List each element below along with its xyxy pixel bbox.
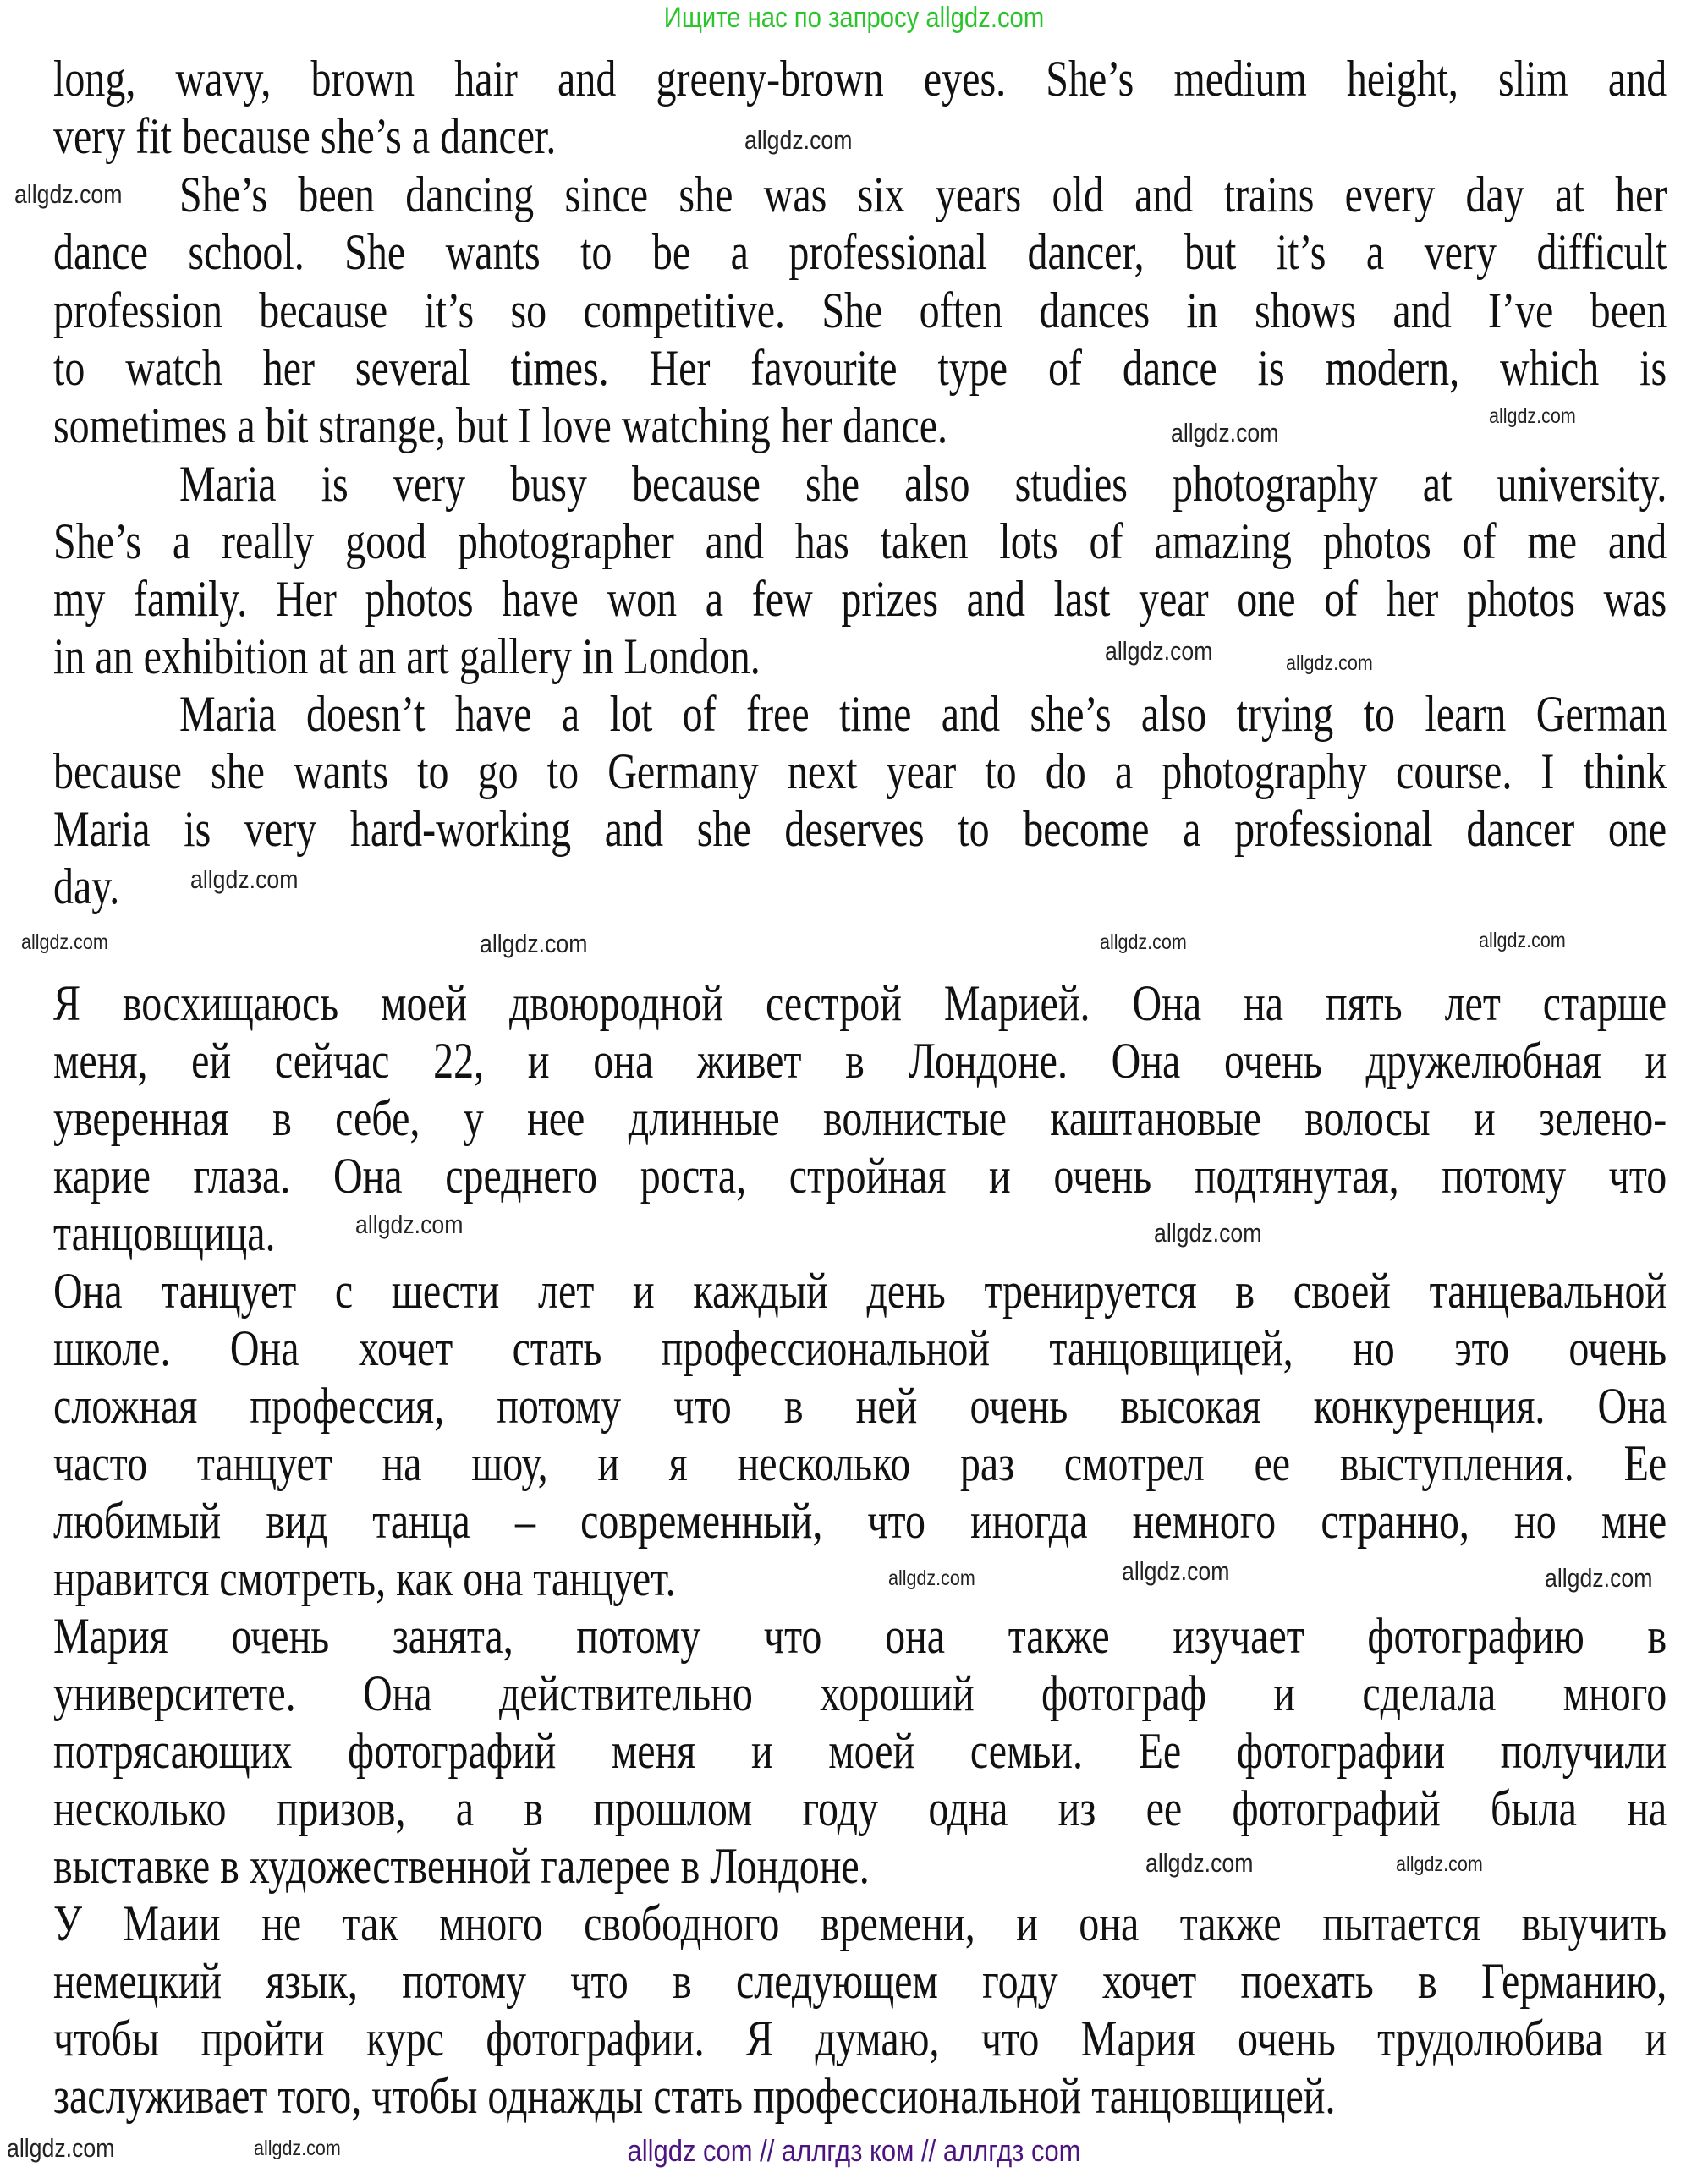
watermark: allgdz.com: [480, 929, 588, 958]
watermark: allgdz.com: [355, 1210, 464, 1239]
text-line: уверенная в себе, у нее длинные волнистые каштановые волосы и зелено-: [53, 1090, 1667, 1146]
watermark: allgdz.com: [1122, 1556, 1230, 1586]
watermark: allgdz.com: [1479, 929, 1566, 952]
text-line: выставке в художественной галерее в Лондоне.: [53, 1838, 870, 1894]
text-line: in an exhibition at an art gallery in London.: [53, 628, 761, 684]
watermark: allgdz.com: [1545, 1563, 1653, 1593]
text-line: У Маии не так много свободного времени, и она также пытается выучить: [53, 1895, 1667, 1951]
text-line: нравится смотреть, как она танцует.: [53, 1550, 676, 1606]
watermark: allgdz.com: [1286, 651, 1373, 675]
watermark: allgdz.com: [1145, 1848, 1254, 1878]
text-line: немецкий язык, потому что в следующем году хочет поехать в Германию,: [53, 1953, 1667, 2009]
text-line: Maria doesn’t have a lot of free time and she’s also trying to learn German: [179, 686, 1667, 742]
text-line: She’s been dancing since she was six years old and trains every day at her: [179, 167, 1667, 222]
text-line: часто танцует на шоу, и я несколько раз смотрел ее выступления. Ее: [53, 1435, 1667, 1491]
watermark: allgdz.com: [1154, 1218, 1262, 1248]
text-line: my family. Her photos have won a few prizes and last year one of her photos was: [53, 571, 1667, 627]
watermark: allgdz.com: [21, 930, 108, 954]
text-line: потрясающих фотографий меня и моей семьи. Ее фотографии получили: [53, 1723, 1667, 1779]
text-line: dance school. She wants to be a professional dancer, but it’s a very difficult: [53, 224, 1667, 280]
text-line: школе. Она хочет стать профессиональной танцовщицей, но это очень: [53, 1320, 1667, 1376]
text-line: Мария очень занята, потому что она также изучает фотографию в: [53, 1608, 1667, 1664]
text-line: She’s a really good photographer and has taken lots of amazing photos of me and: [53, 513, 1667, 569]
watermark: allgdz.com: [1105, 636, 1213, 666]
text-line: long, wavy, brown hair and greeny-brown eyes. She’s medium height, slim and: [53, 51, 1667, 107]
text-line: танцовщица.: [53, 1205, 276, 1261]
search-hint-header: Ищите нас по запросу allgdz.com: [663, 2, 1045, 34]
text-line: сложная профессия, потому что в ней очень высокая конкуренция. Она: [53, 1378, 1667, 1434]
text-line: заслуживает того, чтобы однажды стать профессиональной танцовщицей.: [53, 2068, 1336, 2124]
watermark: allgdz.com: [1489, 404, 1576, 428]
text-line: карие глаза. Она среднего роста, стройная и очень подтянутая, потому что: [53, 1148, 1667, 1204]
watermark: allgdz.com: [254, 2137, 341, 2160]
text-line: чтобы пройти курс фотографии. Я думаю, что Мария очень трудолюбива и: [53, 2011, 1667, 2066]
watermark: allgdz.com: [1100, 930, 1187, 954]
watermark: allgdz.com: [888, 1566, 975, 1590]
footer-links: allgdz com // аллгдз ком // аллгдз com: [627, 2133, 1081, 2168]
watermark: allgdz.com: [1396, 1852, 1483, 1876]
text-line: университете. Она действительно хороший фотограф и сделала много: [53, 1665, 1667, 1721]
text-line: Maria is very busy because she also studies photography at university.: [179, 456, 1667, 512]
text-line: profession because it’s so competitive. She often dances in shows and I’ve been: [53, 283, 1667, 338]
text-line: day.: [53, 859, 120, 914]
text-line: Maria is very hard-working and she deserves to become a professional dancer one: [53, 801, 1667, 857]
text-line: because she wants to go to Germany next year to do a photography course. I think: [53, 743, 1667, 799]
text-line: to watch her several times. Her favourite type of dance is modern, which is: [53, 340, 1667, 396]
text-line: sometimes a bit strange, but I love watching her dance.: [53, 398, 948, 453]
text-line: любимый вид танца – современный, что иногда немного странно, но мне: [53, 1493, 1667, 1549]
watermark: allgdz.com: [1171, 418, 1279, 447]
watermark: allgdz.com: [190, 864, 299, 894]
text-line: меня, ей сейчас 22, и она живет в Лондоне. Она очень дружелюбная и: [53, 1033, 1667, 1089]
text-line: Она танцует с шести лет и каждый день тренируется в своей танцевальной: [53, 1263, 1667, 1319]
text-line: very fit because she’s a dancer.: [53, 108, 557, 164]
watermark: allgdz.com: [7, 2133, 115, 2163]
watermark: allgdz.com: [14, 179, 123, 209]
watermark: allgdz.com: [744, 125, 853, 155]
text-line: Я восхищаюсь моей двоюродной сестрой Марией. Она на пять лет старше: [53, 975, 1667, 1031]
text-line: несколько призов, а в прошлом году одна из ее фотографий была на: [53, 1780, 1667, 1836]
